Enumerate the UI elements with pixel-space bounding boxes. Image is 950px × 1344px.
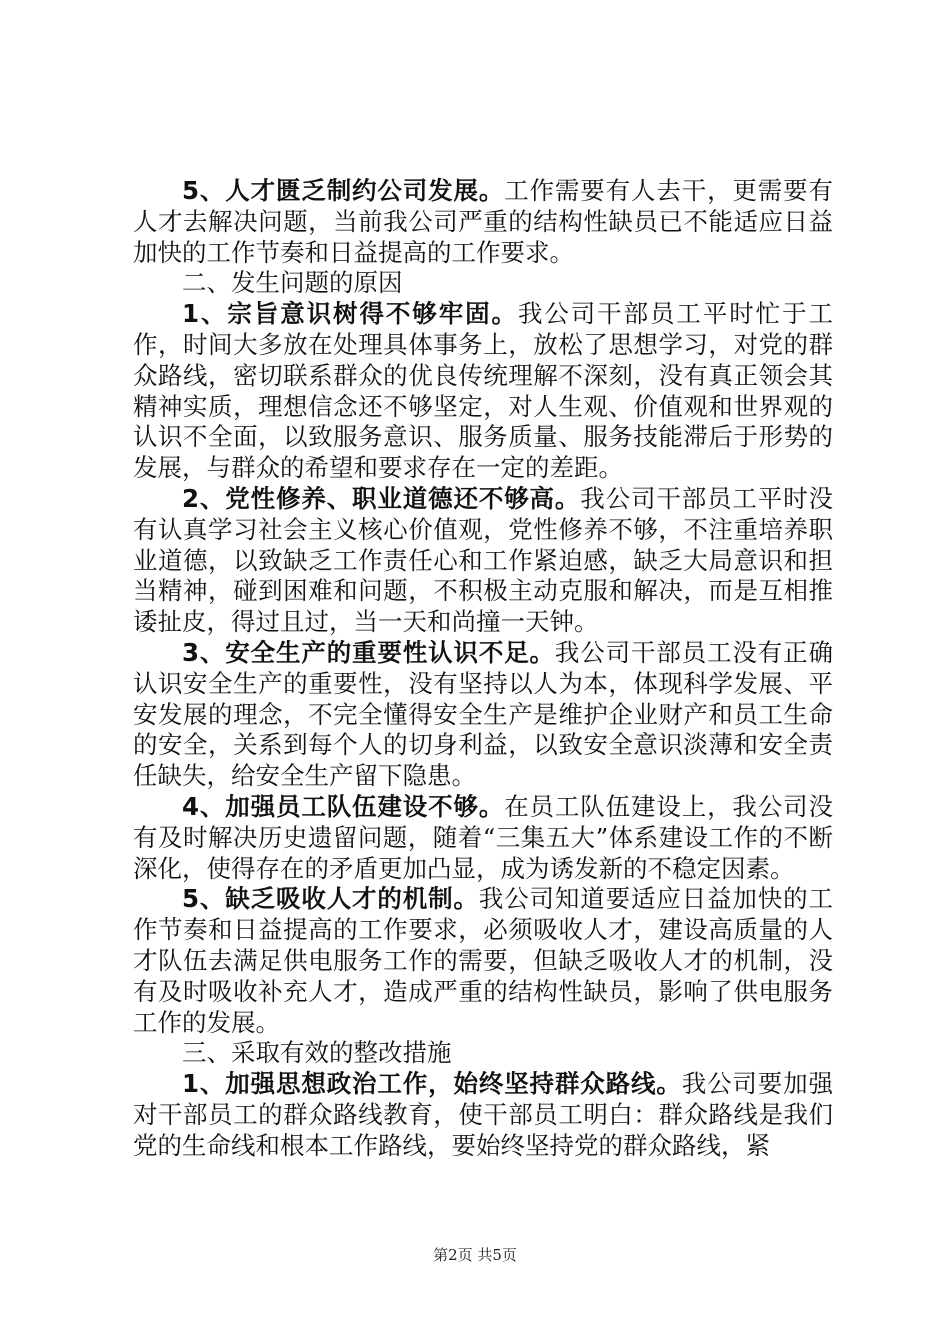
paragraph-cause-1 <box>133 299 833 484</box>
document-body <box>133 176 833 1162</box>
paragraph-cause-4 <box>133 792 833 884</box>
paragraph-lead: 5、人才匮乏制约公司发展。 <box>182 176 505 205</box>
paragraph-text: 我公司干部员工平时忙于工作，时间大多放在处理具体事务上，放松了思想学习，对党的群众路线，密切联系群众的优良传统理解不深刻，没有真正领会其精神实质，理想信念还不够坚定，对人生观、价值观和世界观的认识不全面，以致服务意识、服务质量、服务技能滞后于形势的发展，与群众的希望和要求存在一定的差距。 <box>133 299 833 483</box>
paragraph-lead: 3、安全生产的重要性认识不足。 <box>182 637 555 667</box>
paragraph-cause-3 <box>133 638 833 792</box>
paragraph-measure-1 <box>133 1069 833 1161</box>
paragraph-lead: 1、加强思想政治工作，始终坚持群众路线。 <box>182 1069 682 1099</box>
paragraph-lead: 2、党性修养、职业道德还不够高。 <box>182 483 581 513</box>
paragraph-text: 我公司干部员工没有正确认识安全生产的重要性，没有坚持以人为本，体现科学发展、平安发展的理念，不完全懂得安全生产是维护企业财产和员工生命的安全，关系到每个人的切身利益，以致安全意识淡薄和安全责任缺失，给安全生产留下隐患。 <box>133 637 834 791</box>
paragraph-talent-shortage <box>133 176 833 268</box>
paragraph-lead: 1、宗旨意识树得不够牢固。 <box>182 299 518 329</box>
paragraph-lead: 4、加强员工队伍建设不够。 <box>182 791 505 821</box>
paragraph-text: 我公司干部员工平时没有认真学习社会主义核心价值观，党性修养不够，不注重培养职业道德，以致缺乏工作责任心和工作紧迫感，缺乏大局意识和担当精神，碰到困难和问题，不积极主动克服和解决，而是互相推诿扯皮，得过且过，当一天和尚撞一天钟。 <box>133 483 834 637</box>
paragraph-lead: 5、缺乏吸收人才的机制。 <box>182 884 479 914</box>
paragraph-text: 我公司要加强对干部员工的群众路线教育，使干部员工明白：群众路线是我们党的生命线和根本工作路线，要始终坚持党的群众路线，紧 <box>133 1069 834 1160</box>
section-heading-causes: 二、发生问题的原因 <box>182 268 403 298</box>
page-footer: 第2页 共5页 <box>433 1246 517 1264</box>
paragraph-text: 工作需要有人去干，更需要有人才去解决问题，当前我公司严重的结构性缺员已不能适应日益加快的工作节奏和日益提高的工作要求。 <box>133 176 833 267</box>
paragraph-cause-5 <box>133 884 833 1038</box>
paragraph-text: 在员工队伍建设上，我公司没有及时解决历史遗留问题，随着“三集五大”体系建设工作的不断深化，使得存在的矛盾更加凸显，成为诱发新的不稳定因素。 <box>133 791 833 883</box>
section-heading-measures: 三、采取有效的整改措施 <box>182 1038 452 1068</box>
paragraph-cause-2 <box>133 484 833 638</box>
paragraph-text: 我公司知道要适应日益加快的工作节奏和日益提高的工作要求，必须吸收人才，建设高质量的人才队伍去满足供电服务工作的需要，但缺乏吸收人才的机制，没有及时吸收补充人才，造成严重的结构性缺员，影响了供电服务工作的发展。 <box>133 884 833 1037</box>
